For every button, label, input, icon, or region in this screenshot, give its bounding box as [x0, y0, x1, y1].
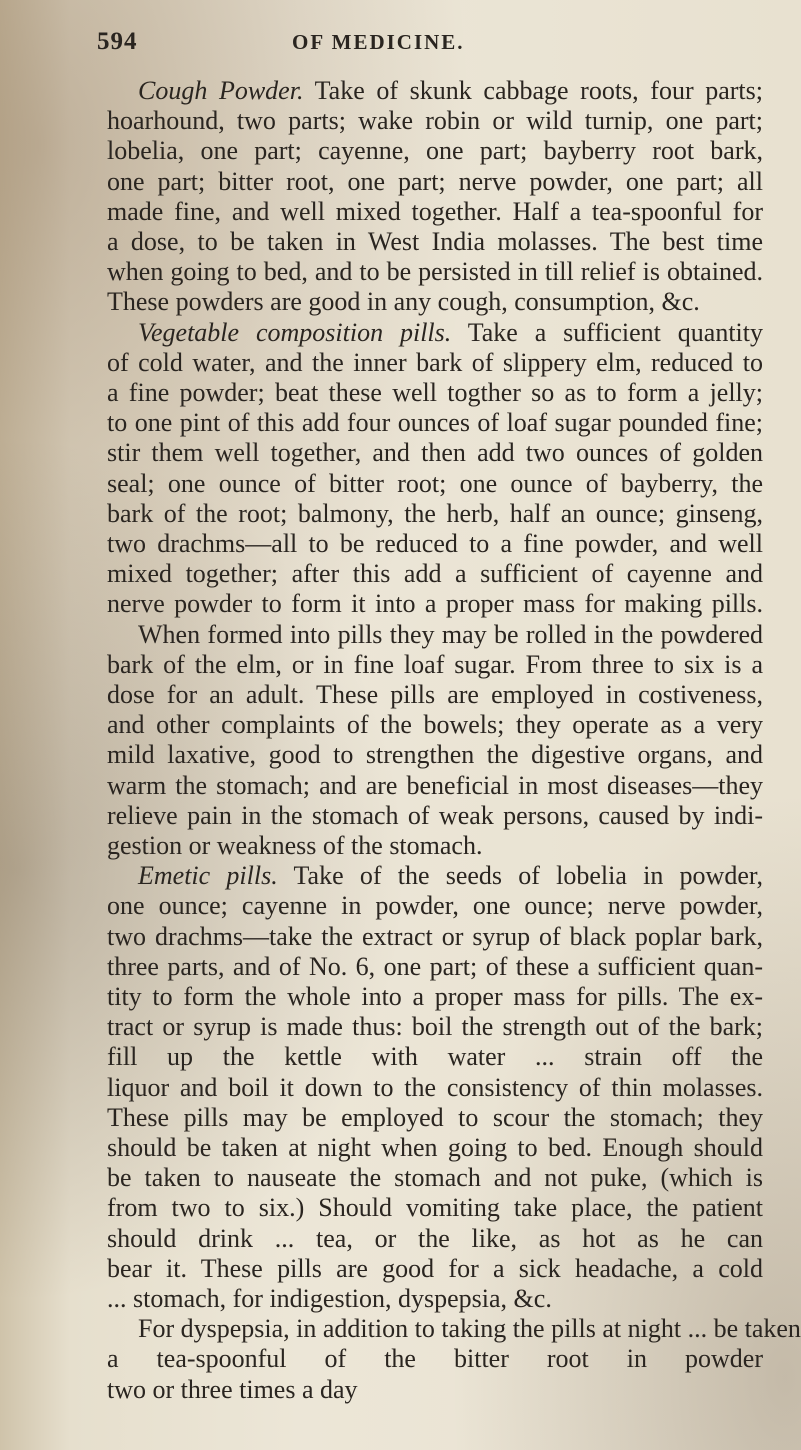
text-line: nerve powder to form it into a proper mass for making pills. — [107, 589, 763, 619]
text-line: lobelia, one part; cayenne, one part; bayberry root bark, — [107, 136, 763, 166]
text-line: should be taken at night when going to bed. Enough should — [107, 1133, 763, 1162]
text-line: liquor and boil it down to the consistency of thin molasses. — [107, 1072, 763, 1102]
page-number: 594 — [97, 28, 138, 55]
text-line: When formed into pills they may be rolled in the powdered — [138, 619, 763, 649]
text-line: tity to form the whole into a proper mass for pills. The ex- — [107, 982, 763, 1011]
section-heading: Vegetable composition pills. — [138, 317, 452, 347]
text-line: should drink ... tea, or the like, as hot as he can — [107, 1223, 763, 1253]
text-line: be taken to nauseate the stomach and not puke, (which is — [107, 1163, 763, 1193]
text-line: from two to six.) Should vomiting take place, the patient — [107, 1193, 763, 1223]
section-heading: Emetic pills. — [138, 861, 278, 891]
text-line: These powders are good in any cough, consumption, &c. — [107, 287, 700, 317]
text-line: tract or syrup is made thus: boil the strength out of the bark; — [107, 1012, 763, 1042]
text-line: one ounce; cayenne in powder, one ounce; nerve powder, — [107, 891, 763, 921]
text-line: mixed together; after this add a sufficient of cayenne and — [107, 559, 763, 589]
text-line: warm the stomach; and are beneficial in most diseases—they — [107, 770, 763, 800]
text-line: For dyspepsia, in addition to taking the pills at night ... be taken — [138, 1314, 801, 1344]
text-line: two drachms—take the extract or syrup of black poplar bark, — [107, 921, 763, 951]
text-line: three parts, and of No. 6, one part; of these a sufficient quan- — [107, 951, 763, 981]
text-line: two drachms—all to be reduced to a fine powder, and well — [107, 529, 763, 558]
text-line: mild laxative, good to strengthen the digestive organs, and — [107, 740, 763, 770]
text-line: stir them well together, and then add two ounces of golden — [107, 438, 763, 468]
text-line: Vegetable composition pills. Take a sufficient quantity — [138, 317, 763, 347]
text-line: two or three times a day — [107, 1374, 358, 1404]
text-line: to one pint of this add four ounces of loaf sugar pounded fine; — [107, 408, 763, 438]
text-line: bark of the elm, or in fine loaf sugar. From three to six is a — [107, 649, 763, 679]
text-line: one part; bitter root, one part; nerve powder, one part; all — [107, 166, 763, 196]
text-line: Cough Powder. Take of skunk cabbage roots, four parts; — [138, 76, 763, 105]
text-line: a tea-spoonful of the bitter root in powder — [107, 1344, 763, 1374]
text-line: bark of the root; balmony, the herb, half an ounce; ginseng, — [107, 498, 763, 528]
text-line: ... stomach, for indigestion, dyspepsia, &c. — [107, 1284, 552, 1313]
text-line: when going to bed, and to be persisted in till relief is obtained. — [107, 257, 763, 287]
text-line: dose for an adult. These pills are employed in costiveness, — [107, 680, 763, 709]
text-line: and other complaints of the bowels; they operate as a very — [107, 710, 763, 740]
running-head: OF MEDICINE. — [292, 30, 465, 54]
text-line: a fine powder; beat these well togther so as to form a jelly; — [107, 378, 763, 407]
text-line: These pills may be employed to scour the stomach; they — [107, 1102, 763, 1132]
page-header — [0, 28, 801, 68]
text-line: relieve pain in the stomach of weak persons, caused by indi- — [107, 800, 763, 830]
section-heading: Cough Powder. — [138, 76, 304, 105]
text-line: Emetic pills. Take of the seeds of lobelia in powder, — [138, 861, 763, 891]
text-line: of cold water, and the inner bark of slippery elm, reduced to — [107, 347, 763, 377]
text-line: a dose, to be taken in West India molasses. The best time — [107, 227, 763, 256]
text-line: hoarhound, two parts; wake robin or wild turnip, one part; — [107, 106, 763, 136]
text-line: made fine, and well mixed together. Half a tea-spoonful for — [107, 196, 763, 226]
text-line: gestion or weakness of the stomach. — [107, 831, 483, 860]
text-line: bear it. These pills are good for a sick headache, a cold — [107, 1253, 763, 1283]
text-line: fill up the kettle with water ... strain off the — [107, 1042, 763, 1072]
text-line: seal; one ounce of bitter root; one ounce of bayberry, the — [107, 468, 763, 498]
